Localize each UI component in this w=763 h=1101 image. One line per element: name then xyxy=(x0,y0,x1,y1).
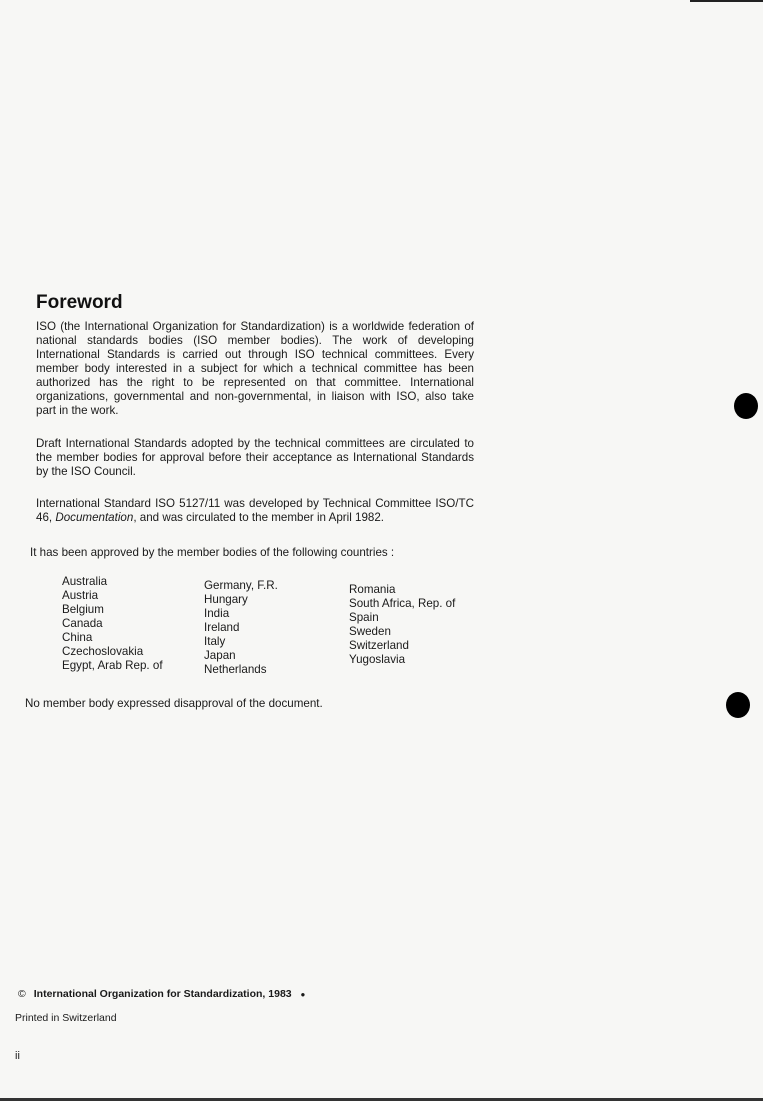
printed-in: Printed in Switzerland xyxy=(15,1012,117,1024)
country: Hungary xyxy=(204,593,248,606)
country: Belgium xyxy=(62,603,104,616)
punch-hole-icon xyxy=(734,393,758,419)
country: Italy xyxy=(204,635,226,648)
paragraph-no-disapproval: No member body expressed disapproval of the document. xyxy=(25,697,323,710)
copyright-line xyxy=(18,988,305,1000)
country: Canada xyxy=(62,617,103,630)
copyright-text: International Organization for Standardization, 1983 xyxy=(33,988,292,1000)
country: Czechoslovakia xyxy=(62,645,144,658)
paragraph-standard-development xyxy=(36,497,474,525)
scan-edge-top xyxy=(690,0,763,2)
paragraph-iso-intro: ISO (the International Organization for Standardization) is a worldwide federation of national standards bodies (ISO member bodies). The work of developing International Standards is carried out through ISO technical committees. Every member body interested in a subject for which a technical committee has been authorized has the right to be represented on that committee. International organizations, governmental and non-governmental, in liaison with ISO, also take part in the work. xyxy=(36,320,474,417)
country: Netherlands xyxy=(204,663,267,676)
country: Austria xyxy=(62,589,99,602)
page-number: ii xyxy=(15,1050,20,1062)
country: Egypt, Arab Rep. of xyxy=(62,659,163,672)
country: Germany, F.R. xyxy=(204,579,278,592)
committee-name: Documentation xyxy=(55,511,134,524)
country: Romania xyxy=(349,583,396,596)
country: Sweden xyxy=(349,625,391,638)
country: Switzerland xyxy=(349,639,409,652)
country: China xyxy=(62,631,93,644)
country: Spain xyxy=(349,611,379,624)
page-title: Foreword xyxy=(36,292,123,313)
country: Australia xyxy=(62,575,108,588)
text: International Standard ISO 5127/11 was developed by Technical Committee ISO/TC 46, xyxy=(36,497,474,524)
text: , and was circulated to the member in April 1982. xyxy=(133,511,385,524)
country: India xyxy=(204,607,230,620)
country: Yugoslavia xyxy=(349,653,406,666)
paragraph-approval: It has been approved by the member bodies of the following countries : xyxy=(30,546,395,559)
countries-column-3 xyxy=(349,583,455,667)
punch-hole-icon xyxy=(726,692,750,718)
bullet-icon: ● xyxy=(300,990,306,999)
country: South Africa, Rep. of xyxy=(349,597,456,610)
copyright-icon: © xyxy=(18,988,26,1000)
countries-column-1 xyxy=(62,575,163,673)
country: Japan xyxy=(204,649,236,662)
paragraph-draft-standards: Draft International Standards adopted by the technical committees are circulated to the member bodies for approval before their acceptance as International Standards by the ISO Council. xyxy=(36,437,474,478)
country: Ireland xyxy=(204,621,240,634)
countries-column-2 xyxy=(204,579,278,677)
